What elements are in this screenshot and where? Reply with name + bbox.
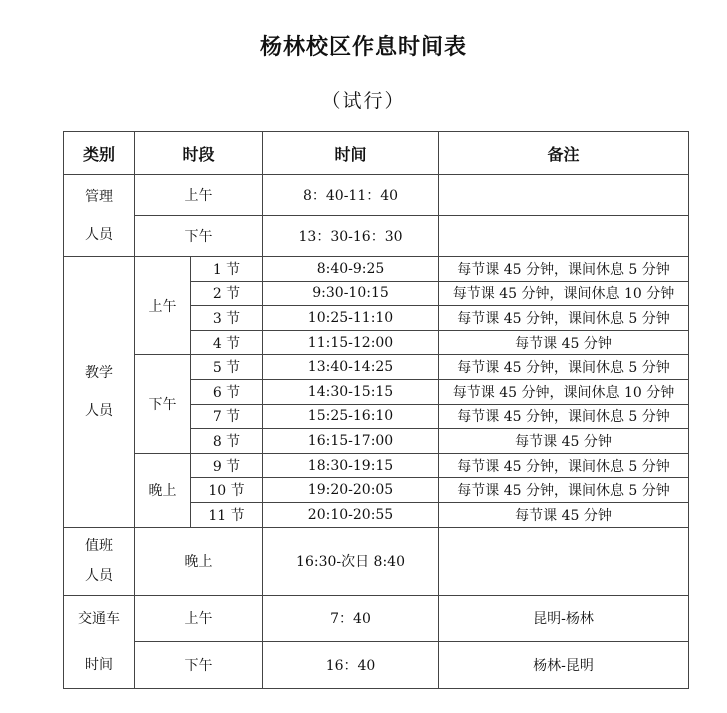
note-cell bbox=[439, 216, 689, 257]
note-cell: 每节课 45 分钟，课间休息 5 分钟 bbox=[439, 306, 689, 331]
time-cell: 20:10-20:55 bbox=[263, 502, 439, 527]
period-cell: 1 节 bbox=[191, 257, 263, 282]
note-cell: 每节课 45 分钟 bbox=[439, 330, 689, 355]
time-cell: 9:30-10:15 bbox=[263, 281, 439, 306]
note-cell: 每节课 45 分钟，课间休息 10 分钟 bbox=[439, 379, 689, 404]
header-note: 备注 bbox=[439, 132, 689, 175]
segment-cell: 下午 bbox=[135, 216, 263, 257]
time-cell: 15:25-16:10 bbox=[263, 404, 439, 429]
note-cell: 每节课 45 分钟 bbox=[439, 502, 689, 527]
category-bus bbox=[64, 595, 135, 688]
segment-cell: 下午 bbox=[135, 642, 263, 689]
header-time: 时间 bbox=[263, 132, 439, 175]
period-cell: 4 节 bbox=[191, 330, 263, 355]
period-cell: 11 节 bbox=[191, 502, 263, 527]
note-cell: 每节课 45 分钟，课间休息 5 分钟 bbox=[439, 453, 689, 478]
period-cell: 10 节 bbox=[191, 478, 263, 503]
table-row bbox=[64, 355, 689, 380]
time-cell: 13：30-16：30 bbox=[263, 216, 439, 257]
note-cell: 每节课 45 分钟，课间休息 5 分钟 bbox=[439, 478, 689, 503]
time-cell: 18:30-19:15 bbox=[263, 453, 439, 478]
time-cell: 8:40-9:25 bbox=[263, 257, 439, 282]
table-row bbox=[64, 595, 689, 642]
segment-cell: 晚上 bbox=[135, 453, 191, 527]
note-cell: 昆明-杨林 bbox=[439, 595, 689, 642]
category-teaching bbox=[64, 257, 135, 528]
period-cell: 7 节 bbox=[191, 404, 263, 429]
table-row bbox=[64, 527, 689, 595]
time-cell: 14:30-15:15 bbox=[263, 379, 439, 404]
note-cell: 每节课 45 分钟，课间休息 5 分钟 bbox=[439, 257, 689, 282]
time-cell: 16:15-17:00 bbox=[263, 429, 439, 454]
category-line: 管理 bbox=[85, 188, 113, 205]
period-cell: 9 节 bbox=[191, 453, 263, 478]
period-cell: 2 节 bbox=[191, 281, 263, 306]
category-line: 人员 bbox=[85, 568, 113, 585]
table-row bbox=[64, 257, 689, 282]
category-line: 人员 bbox=[85, 226, 113, 243]
time-cell: 16：40 bbox=[263, 642, 439, 689]
time-cell: 10:25-11:10 bbox=[263, 306, 439, 331]
segment-cell: 上午 bbox=[135, 595, 263, 642]
table-row bbox=[64, 175, 689, 216]
note-cell: 每节课 45 分钟 bbox=[439, 429, 689, 454]
segment-cell: 下午 bbox=[135, 355, 191, 453]
category-line: 教学 bbox=[85, 364, 113, 381]
time-cell: 11:15-12:00 bbox=[263, 330, 439, 355]
time-cell: 19:20-20:05 bbox=[263, 478, 439, 503]
category-line: 值班 bbox=[85, 538, 113, 555]
note-cell bbox=[439, 175, 689, 216]
page-title: 杨林校区作息时间表 bbox=[259, 35, 467, 60]
segment-cell: 上午 bbox=[135, 175, 263, 216]
table-row bbox=[64, 453, 689, 478]
period-cell: 8 节 bbox=[191, 429, 263, 454]
category-line: 时间 bbox=[85, 656, 113, 673]
category-duty bbox=[64, 527, 135, 595]
table-row bbox=[64, 642, 689, 689]
header-category: 类别 bbox=[64, 132, 135, 175]
note-cell bbox=[439, 527, 689, 595]
note-cell: 每节课 45 分钟，课间休息 5 分钟 bbox=[439, 404, 689, 429]
category-line: 交通车 bbox=[78, 610, 120, 627]
table-row bbox=[64, 216, 689, 257]
time-cell: 7：40 bbox=[263, 595, 439, 642]
schedule-table bbox=[63, 131, 689, 689]
category-management bbox=[64, 175, 135, 257]
category-line: 人员 bbox=[85, 402, 113, 419]
segment-cell: 上午 bbox=[135, 257, 191, 355]
header-segment: 时段 bbox=[135, 132, 263, 175]
note-cell: 杨林-昆明 bbox=[439, 642, 689, 689]
note-cell: 每节课 45 分钟，课间休息 5 分钟 bbox=[439, 355, 689, 380]
page-subtitle: （试行） bbox=[321, 90, 406, 112]
segment-cell: 晚上 bbox=[135, 527, 263, 595]
time-cell: 16:30-次日 8:40 bbox=[263, 527, 439, 595]
time-cell: 13:40-14:25 bbox=[263, 355, 439, 380]
period-cell: 5 节 bbox=[191, 355, 263, 380]
note-cell: 每节课 45 分钟，课间休息 10 分钟 bbox=[439, 281, 689, 306]
period-cell: 3 节 bbox=[191, 306, 263, 331]
period-cell: 6 节 bbox=[191, 379, 263, 404]
time-cell: 8：40-11：40 bbox=[263, 175, 439, 216]
header-row bbox=[64, 132, 689, 175]
